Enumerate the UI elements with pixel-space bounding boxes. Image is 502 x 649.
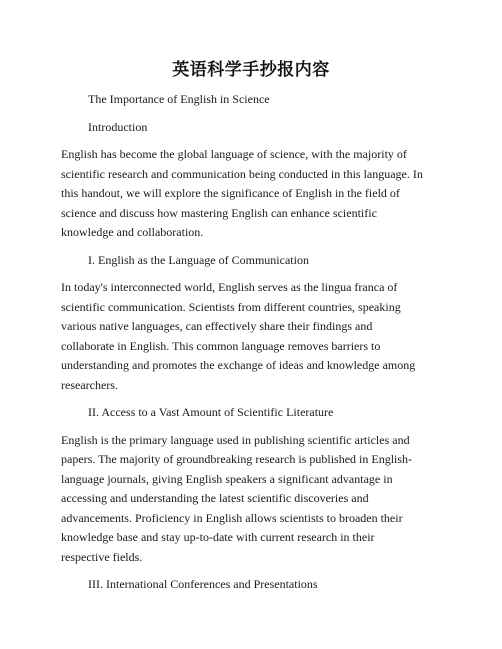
document-body [61,90,426,595]
section-heading-literature: II. Access to a Vast Amount of Scientific Literature [88,405,334,419]
section-paragraph-literature: English is the primary language used in publishing scientific articles and papers. The majority of groundbreaking research is published in English-language journals, giving English speakers a significant advantage in accessing and understanding the latest scientific discoveries and advancements. Proficiency in English allows scientists to broaden their knowledge base and stay up-to-date with current research in their respective fields. [61,432,413,564]
section-heading-introduction: Introduction [88,119,148,134]
section-paragraph-introduction: English has become the global language of science, with the majority of scientific research and communication being conducted in this language. In this handout, we will explore the significance of English in the field of science and discuss how mastering English can enhance scientific knowledge and collaboration. [61,147,423,239]
document-subtitle: The Importance of English in Science [88,92,270,106]
document-title: 英语科学手抄报内容 [172,60,330,80]
section-heading-communication: I. English as the Language of Communication [88,252,309,267]
section-paragraph-communication: In today's interconnected world, English serves as the lingua franca of scientific communication. Scientists from different countries, speaking various native languages, can effectively share their findings and collaborate in English. This common language removes barriers to understanding and promotes the exchange of ideas and knowledge among researchers. [61,280,416,392]
section-heading-conferences: III. International Conferences and Presentations [88,577,318,591]
